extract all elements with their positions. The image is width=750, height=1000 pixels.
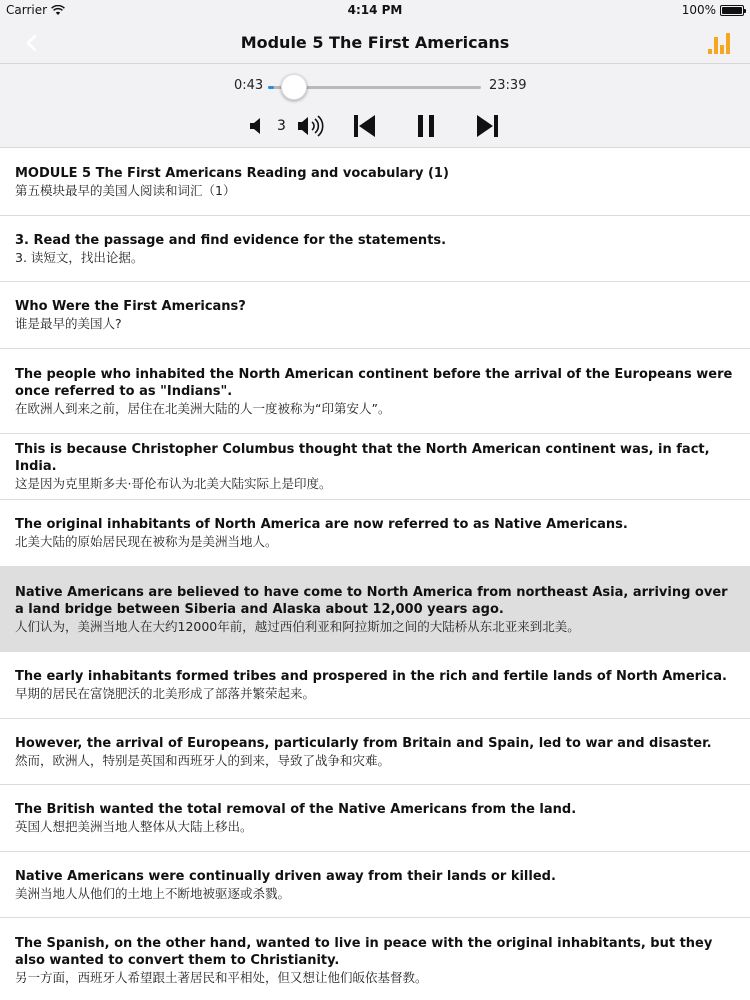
previous-track-icon[interactable] bbox=[351, 113, 377, 139]
page-title: Module 5 The First Americans bbox=[240, 33, 510, 52]
sentence-row[interactable] bbox=[0, 349, 750, 434]
sentence-chinese: 然而，欧洲人，特别是英国和西班牙人的到来，导致了战争和灾难。 bbox=[15, 752, 391, 768]
sentence-english: 3. Read the passage and find evidence for the statements. bbox=[15, 232, 447, 248]
sentence-row[interactable] bbox=[0, 149, 750, 216]
sentence-english: The people who inhabited the North American continent before the arrival of the Europeans were once referred to as "Indians". bbox=[15, 366, 733, 399]
carrier-label: Carrier bbox=[6, 3, 48, 17]
sentence-english: This is because Christopher Columbus thought that the North American continent was, in fact, India. bbox=[15, 442, 710, 474]
volume-up-icon[interactable] bbox=[296, 113, 326, 139]
sentence-english: Native Americans were continually driven away from their lands or killed. bbox=[15, 868, 556, 884]
sentence-chinese: 这是因为克里斯多夫·哥伦布认为北美大陆实际上是印度。 bbox=[15, 476, 332, 491]
sentence-english: The early inhabitants formed tribes and prospered in the rich and fertile lands of North America. bbox=[15, 669, 727, 684]
total-time: 23:39 bbox=[489, 78, 527, 93]
sentence-row[interactable] bbox=[0, 719, 750, 785]
sentence-chinese: 谁是最早的美国人? bbox=[15, 316, 122, 331]
sentence-row[interactable] bbox=[0, 567, 750, 652]
sentence-chinese: 在欧洲人到来之前，居住在北美洲大陆的人一度被称为“印第安人”。 bbox=[15, 400, 391, 416]
sentence-chinese: 英国人想把美洲当地人整体从大陆上移出。 bbox=[15, 819, 253, 834]
nav-bar bbox=[0, 22, 750, 64]
sentence-row[interactable] bbox=[0, 652, 750, 719]
volume-down-icon[interactable] bbox=[248, 116, 266, 136]
sentence-row[interactable] bbox=[0, 852, 750, 918]
sentence-english: The British wanted the total removal of the Native Americans from the land. bbox=[15, 802, 577, 817]
sentence-row[interactable] bbox=[0, 500, 750, 567]
sentence-row[interactable] bbox=[0, 216, 750, 282]
header bbox=[0, 0, 750, 148]
pause-icon[interactable] bbox=[414, 113, 438, 139]
status-time: 4:14 PM bbox=[347, 3, 403, 17]
sentence-english: The Spanish, on the other hand, wanted to live in peace with the original inhabitants, but they also wanted to convert them to Christianity. bbox=[15, 935, 713, 968]
sentence-chinese: 美洲当地人从他们的土地上不断地被驱逐或杀戮。 bbox=[15, 885, 291, 901]
sentence-english: The original inhabitants of North America are now referred to as Native Americans. bbox=[15, 517, 628, 532]
sentence-chinese: 早期的居民在富饶肥沃的北美形成了部落并繁荣起来。 bbox=[15, 686, 316, 701]
audio-player bbox=[0, 64, 750, 148]
battery-label: 100% bbox=[681, 3, 716, 17]
sentence-chinese: 第五模块最早的美国人阅读和词汇（1） bbox=[15, 183, 236, 198]
progress-slider[interactable] bbox=[268, 86, 481, 89]
sentence-english: MODULE 5 The First Americans Reading and vocabulary (1) bbox=[15, 166, 449, 181]
sentence-chinese: 人们认为，美洲当地人在大约12000年前，越过西伯利亚和阿拉斯加之间的大陆桥从东北亚来到北美。 bbox=[15, 618, 580, 634]
sentence-chinese: 3. 读短文，找出论据。 bbox=[15, 249, 144, 265]
status-bar bbox=[0, 0, 750, 22]
sentence-list bbox=[0, 149, 750, 1000]
sentence-row[interactable] bbox=[0, 434, 750, 500]
battery-group bbox=[682, 3, 744, 17]
progress-thumb[interactable] bbox=[281, 74, 307, 100]
levels-icon[interactable] bbox=[706, 29, 732, 55]
sentence-chinese: 北美大陆的原始居民现在被称为是美洲当地人。 bbox=[15, 534, 278, 549]
progress-fill bbox=[268, 86, 274, 89]
volume-level: 3 bbox=[277, 118, 286, 134]
sentence-row[interactable] bbox=[0, 918, 750, 1000]
current-time: 0:43 bbox=[234, 78, 264, 93]
next-track-icon[interactable] bbox=[475, 113, 501, 139]
sentence-chinese: 另一方面，西班牙人希望跟土著居民和平相处，但又想让他们皈依基督教。 bbox=[15, 969, 428, 985]
sentence-english: Who Were the First Americans? bbox=[15, 299, 246, 314]
sentence-row[interactable] bbox=[0, 785, 750, 852]
sentence-row[interactable] bbox=[0, 282, 750, 349]
playback-controls bbox=[0, 110, 750, 142]
sentence-english: Native Americans are believed to have come to North America from northeast Asia, arriving over a land bridge between Siberia and Alaska about 12,000 years ago. bbox=[15, 584, 728, 617]
sentence-english: However, the arrival of Europeans, particularly from Britain and Spain, led to war and disaster. bbox=[15, 735, 712, 751]
battery-icon bbox=[720, 5, 744, 16]
